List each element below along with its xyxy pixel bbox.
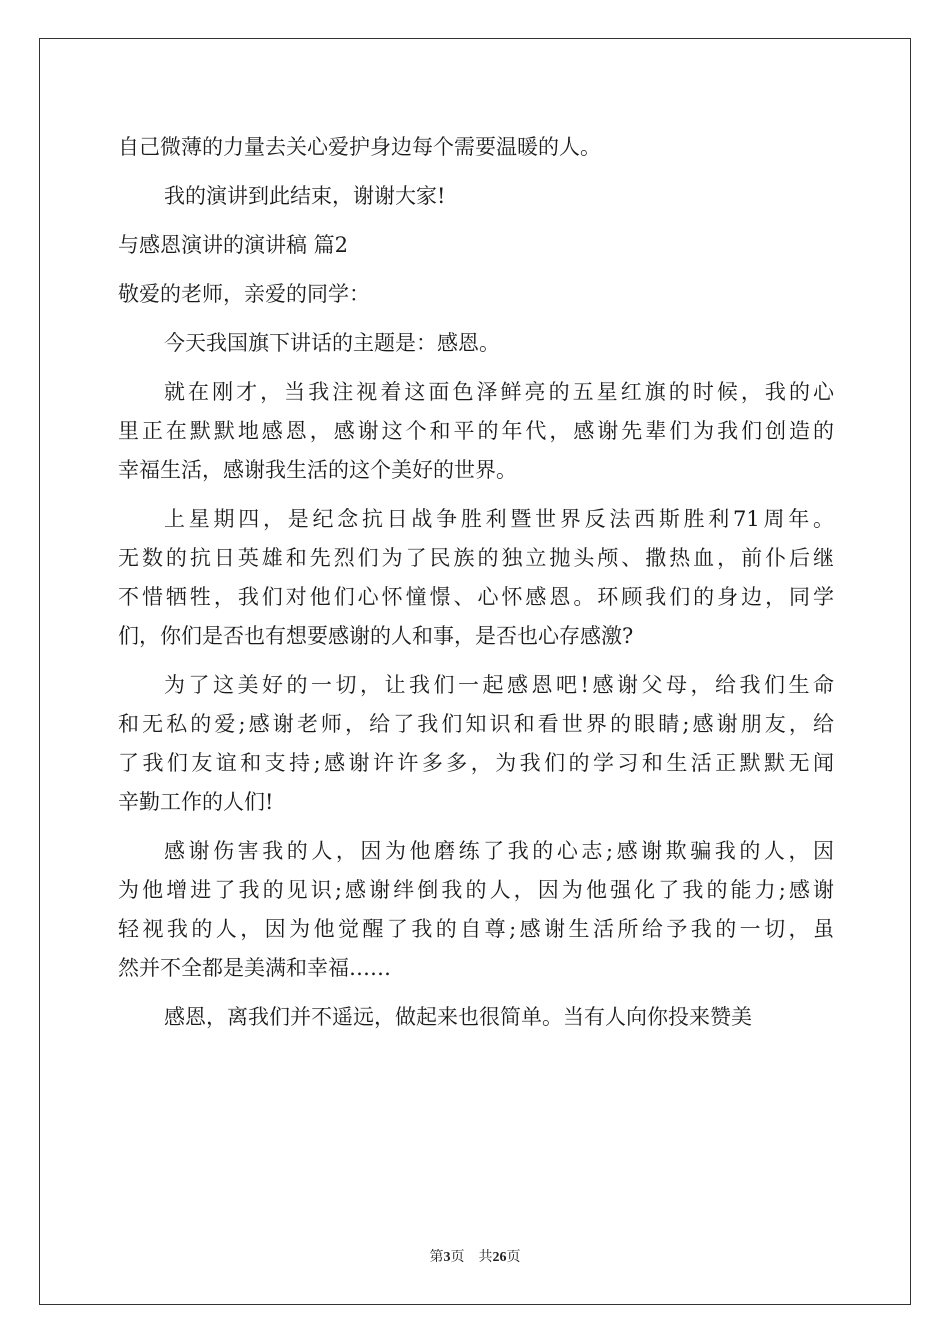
paragraph [118, 500, 834, 656]
paragraph-line: 们，你们是否也有想要感谢的人和事，是否也心存感激? [118, 624, 634, 648]
page-footer [0, 1246, 950, 1266]
paragraph-line: 今天我国旗下讲话的主题是：感恩。 [164, 331, 500, 355]
paragraph-line: 无数的抗日英雄和先烈们为了民族的独立抛头颅、撒热血，前仆后继 [118, 546, 834, 570]
paragraph [118, 177, 834, 216]
paragraph-line: 和无私的爱;感谢老师，给了我们知识和看世界的眼睛;感谢朋友，给 [118, 712, 834, 736]
paragraph [118, 226, 834, 265]
paragraph [118, 832, 834, 988]
paragraph [118, 998, 834, 1037]
footer-page-number: 3 [443, 1250, 451, 1265]
footer-page-suffix: 页 [450, 1250, 465, 1265]
footer-total-pages: 26 [492, 1250, 507, 1265]
footer-page-prefix: 第 [429, 1250, 444, 1265]
paragraph [118, 373, 834, 490]
paragraph-line: 自己微薄的力量去关心爱护身边每个需要温暖的人。 [118, 135, 601, 159]
paragraph-line: 里正在默默地感恩，感谢这个和平的年代，感谢先辈们为我们创造的 [118, 419, 834, 443]
paragraph [118, 128, 834, 167]
paragraph-line: 我的演讲到此结束，谢谢大家! [164, 184, 446, 208]
paragraph-line: 然并不全都是美满和幸福…… [118, 956, 391, 980]
paragraph-line: 轻视我的人，因为他觉醒了我的自尊;感谢生活所给予我的一切，虽 [118, 917, 834, 941]
footer-total-suffix: 页 [506, 1250, 521, 1265]
paragraph [118, 324, 834, 363]
paragraph-line: 了我们友谊和支持;感谢许许多多，为我们的学习和生活正默默无闻 [118, 751, 834, 775]
paragraph [118, 666, 834, 822]
paragraph-line: 就在刚才，当我注视着这面色泽鲜亮的五星红旗的时候，我的心 [164, 380, 834, 404]
paragraph-line: 幸福生活，感谢我生活的这个美好的世界。 [118, 458, 517, 482]
paragraph-line: 辛勤工作的人们! [118, 790, 274, 814]
paragraph-line: 与感恩演讲的演讲稿 篇2 [118, 233, 349, 257]
paragraph-line: 感谢伤害我的人，因为他磨练了我的心志;感谢欺骗我的人，因 [164, 839, 834, 863]
paragraph-line: 上星期四，是纪念抗日战争胜利暨世界反法西斯胜利71周年。 [164, 507, 834, 531]
paragraph-line: 为了这美好的一切，让我们一起感恩吧!感谢父母，给我们生命 [164, 673, 834, 697]
paragraph-line: 为他增进了我的见识;感谢绊倒我的人，因为他强化了我的能力;感谢 [118, 878, 834, 902]
paragraph-line: 感恩，离我们并不遥远，做起来也很简单。当有人向你投来赞美 [164, 1005, 752, 1029]
document-body [118, 128, 834, 1047]
paragraph-line: 敬爱的老师，亲爱的同学： [118, 282, 370, 306]
footer-total-prefix: 共 [478, 1250, 493, 1265]
paragraph-line: 不惜牺牲，我们对他们心怀憧憬、心怀感恩。环顾我们的身边，同学 [118, 585, 834, 609]
paragraph [118, 275, 834, 314]
